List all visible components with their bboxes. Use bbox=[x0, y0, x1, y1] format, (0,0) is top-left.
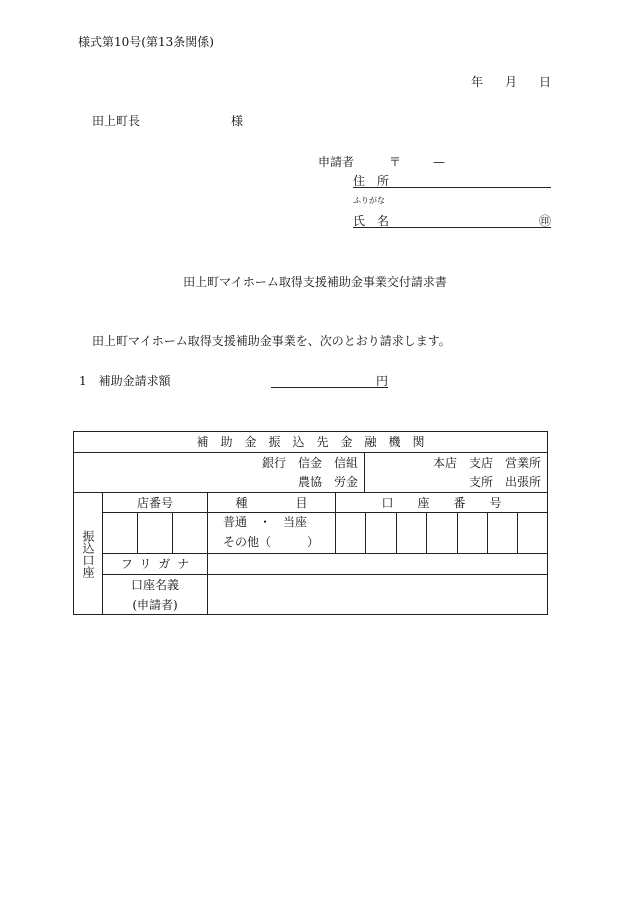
account-type-option-line-2: その他（ ） bbox=[223, 535, 320, 549]
bank-table-header bbox=[73, 431, 548, 453]
branch-number-digit-cell bbox=[102, 512, 138, 554]
form-number-label: 様式第10号(第13条関係) bbox=[78, 35, 214, 49]
name-field bbox=[353, 215, 551, 228]
addressee-name: 田上町長 bbox=[92, 114, 141, 128]
request-statement: 田上町マイホーム取得支援補助金事業を、次のとおり請求します。 bbox=[92, 334, 451, 348]
branch-number-digit-cell bbox=[172, 512, 208, 554]
account-furigana-label-cell bbox=[102, 553, 208, 575]
address-field bbox=[353, 175, 551, 188]
date-year-label: 年 bbox=[471, 75, 484, 89]
institution-types-line-1: 銀行 信金 信組 bbox=[261, 456, 358, 470]
account-number-digit-cell bbox=[517, 512, 548, 554]
branch-types-cell bbox=[364, 452, 548, 493]
account-holder-label-cell bbox=[102, 574, 208, 615]
account-furigana-label: フリガナ bbox=[120, 557, 197, 571]
name-label: 氏 名 bbox=[353, 214, 390, 228]
amount-field bbox=[271, 375, 388, 388]
date-day-label: 日 bbox=[539, 75, 552, 89]
account-furigana-value-cell bbox=[207, 553, 548, 575]
postal-code-mark: 〒 bbox=[389, 155, 402, 169]
institution-types-cell bbox=[73, 452, 365, 493]
branch-types-line-2: 支所 出張所 bbox=[468, 475, 541, 489]
amount-label: 1 補助金請求額 bbox=[79, 374, 171, 388]
branch-number-header-text: 店番号 bbox=[136, 495, 173, 510]
account-type-header-text: 種 目 bbox=[235, 495, 308, 510]
seal-mark: ㊞ bbox=[538, 214, 551, 228]
branch-number-header bbox=[102, 492, 208, 513]
account-number-digit-cell bbox=[335, 512, 366, 554]
branch-types-line-1: 本店 支店 営業所 bbox=[432, 456, 541, 470]
applicant-label: 申請者 bbox=[318, 155, 355, 169]
account-holder-label: 口座名義 bbox=[130, 577, 179, 592]
addressee-honorific: 様 bbox=[231, 114, 244, 128]
account-number-header-text: 口 座 番 号 bbox=[381, 495, 502, 510]
account-number-digit-cell bbox=[426, 512, 458, 554]
account-number-digit-cell bbox=[487, 512, 518, 554]
postal-code-dash: — bbox=[433, 155, 445, 169]
account-section-label: 振込口座 bbox=[81, 529, 95, 578]
furigana-label: ふりがな bbox=[353, 196, 385, 205]
address-label: 住 所 bbox=[353, 174, 390, 188]
account-number-digit-cell bbox=[396, 512, 427, 554]
account-holder-value-cell bbox=[207, 574, 548, 615]
account-section-label-cell bbox=[73, 492, 103, 615]
date-month-label: 月 bbox=[505, 75, 518, 89]
account-number-header bbox=[335, 492, 548, 513]
branch-number-digit-cell bbox=[137, 512, 173, 554]
bank-transfer-table bbox=[73, 431, 548, 615]
account-type-option-line-1: 普通 ・ 当座 bbox=[223, 515, 308, 529]
bank-table-header-text: 補 助 金 振 込 先 金 融 機 関 bbox=[196, 435, 425, 449]
account-type-header bbox=[207, 492, 336, 513]
amount-unit: 円 bbox=[375, 374, 388, 388]
account-number-digit-cell bbox=[365, 512, 397, 554]
account-number-digit-cell bbox=[457, 512, 488, 554]
document-title: 田上町マイホーム取得支援補助金事業交付請求書 bbox=[183, 275, 447, 289]
account-holder-sub-label: (申請者) bbox=[132, 597, 178, 612]
institution-types-line-2: 農協 労金 bbox=[297, 475, 358, 489]
account-type-cell bbox=[207, 512, 336, 554]
